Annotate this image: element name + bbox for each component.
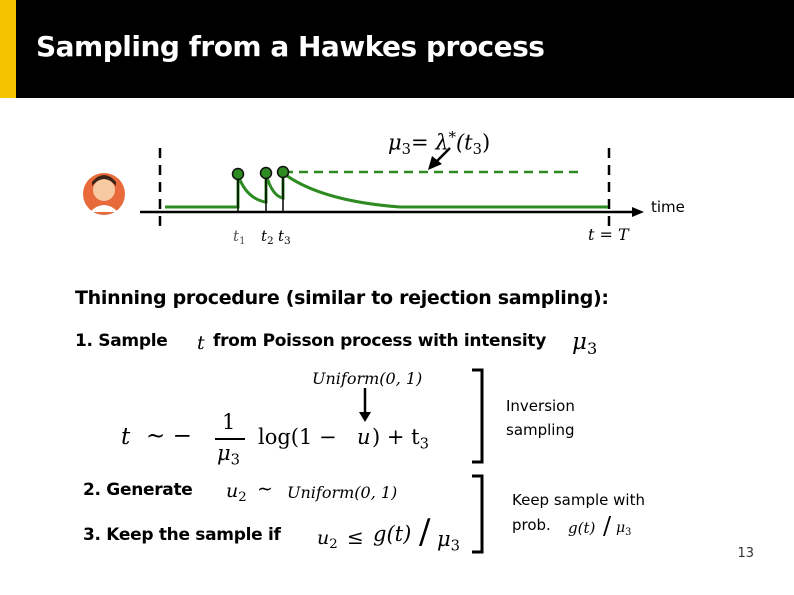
step3-mu	[437, 527, 460, 554]
inversion-bracket	[472, 370, 482, 462]
inversion-note	[506, 394, 575, 442]
step1-middle: from Poisson process with intensity	[213, 331, 547, 351]
step1-mu-sub: 3	[586, 338, 598, 358]
formula-uniform-label: Uniform(0, 1)	[312, 369, 423, 388]
step2-prefix: 2. Generate	[83, 480, 193, 500]
formula-denom-sub: 3	[230, 451, 241, 469]
formula-denominator	[217, 441, 240, 468]
step3-leq: ≤	[347, 525, 364, 549]
t1-label	[233, 227, 246, 247]
keep-bracket	[472, 476, 482, 552]
formula-numerator: 1	[222, 410, 236, 434]
formula-plus-t3	[372, 425, 429, 452]
step3-mu-symbol: μ	[437, 527, 451, 551]
t2-var: t	[261, 227, 268, 245]
slide-title: Sampling from a Hawkes process	[36, 30, 545, 63]
step3-mu-sub: 3	[450, 537, 461, 555]
formula-fraction-bar	[215, 438, 245, 440]
t3-sub: 3	[284, 235, 291, 248]
t3-var: t	[278, 227, 285, 245]
time-label: time	[651, 198, 685, 216]
lambda-symbol: λ	[435, 130, 449, 155]
thinning-heading: Thinning procedure (similar to rejection sampling):	[75, 287, 609, 309]
bracket-group	[466, 366, 496, 556]
step3-u2	[317, 527, 338, 552]
formula-sim: ∼ −	[146, 423, 192, 449]
page-number: 13	[737, 546, 754, 561]
formula-plus-sub: 3	[419, 435, 429, 453]
t-end-label: t = T	[588, 225, 629, 244]
formula-plus: ) + t	[372, 425, 420, 449]
step3-g: g(t)	[373, 522, 412, 546]
time-axis-arrowhead	[632, 207, 644, 217]
formula-u: u	[357, 425, 371, 449]
equals-sign: =	[411, 130, 429, 155]
event-point-t3	[278, 167, 289, 178]
inversion-line1: Inversion	[506, 397, 575, 415]
keep-line1: Keep sample with	[512, 491, 645, 509]
step1-var: t	[197, 332, 205, 354]
step2-uniform: Uniform(0, 1)	[287, 483, 398, 502]
step3-prefix: 3. Keep the sample if	[83, 525, 281, 545]
keep-line2: prob.	[512, 516, 551, 534]
mu3-lambda-label	[388, 129, 490, 158]
lambda-arg-close: )	[481, 130, 491, 155]
step1-mu	[572, 329, 597, 358]
keep-mu-symbol: μ	[616, 520, 626, 536]
step3-u-sub: 2	[329, 536, 338, 552]
t1-var: t	[233, 227, 240, 245]
lambda-star: *	[448, 129, 456, 146]
hawkes-timeline	[0, 98, 794, 258]
keep-mu-sub: 3	[625, 526, 632, 538]
formula-denom-mu: μ	[217, 441, 231, 465]
inversion-line2: sampling	[506, 421, 575, 439]
keep-mu	[616, 520, 631, 538]
mu-symbol: μ	[388, 130, 402, 155]
step3-slash: /	[419, 512, 431, 552]
intensity-curve	[165, 173, 608, 207]
step2-u2	[226, 480, 247, 505]
avatar	[83, 173, 125, 215]
keep-g: g(t)	[568, 519, 596, 537]
step3-u: u	[317, 527, 330, 549]
title-accent-bar	[0, 0, 16, 98]
event-point-t2	[261, 168, 272, 179]
lambda-arg: (t	[455, 130, 473, 155]
uniform-arrow	[355, 388, 375, 424]
formula-log: log(1 −	[258, 425, 337, 449]
t2-label	[261, 227, 274, 247]
t3-label	[278, 227, 291, 247]
step2-sim: ∼	[257, 478, 273, 500]
step2-u-sub: 2	[238, 489, 247, 505]
t1-sub: 1	[239, 235, 246, 248]
event-point-t1	[233, 169, 244, 180]
step2-u: u	[226, 480, 239, 502]
formula-t: t	[121, 424, 131, 450]
t2-sub: 2	[267, 235, 274, 248]
keep-slash: /	[603, 512, 612, 540]
mu-subscript: 3	[401, 140, 412, 158]
step1-mu-symbol: μ	[572, 329, 587, 355]
step1-prefix: 1. Sample	[75, 331, 168, 351]
lambda-arg-sub: 3	[472, 140, 482, 158]
